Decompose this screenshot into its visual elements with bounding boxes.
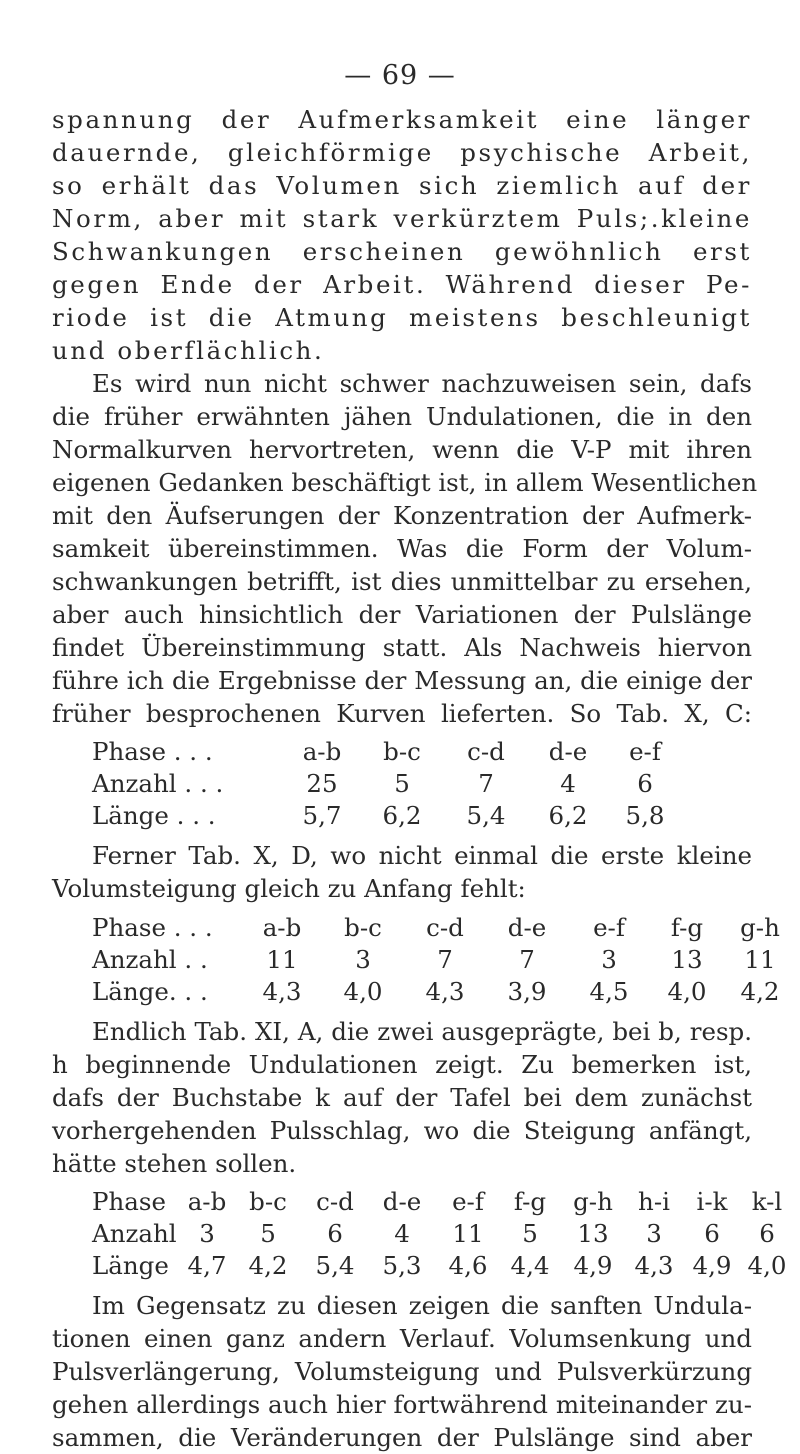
row-label: Anzahl . .: [92, 945, 208, 974]
table-row: [92, 976, 796, 1008]
table-row: [92, 944, 796, 976]
table-row: [92, 736, 682, 768]
table-cell: d-e: [548, 737, 588, 766]
table-cell: 7: [519, 945, 535, 974]
table-cell: k-l: [751, 1187, 783, 1216]
table-row: [92, 800, 682, 832]
table-row: [92, 1218, 792, 1250]
paragraph-4: [52, 1015, 752, 1180]
table-cell: c-d: [316, 1187, 354, 1216]
table-cell: 25: [306, 769, 338, 798]
table-cell: 4,3: [425, 977, 465, 1006]
table-cell: 3: [646, 1219, 662, 1248]
table-cell: 3: [355, 945, 371, 974]
table-cell: 5,7: [302, 801, 342, 830]
text-line: riode ist die Atmung meistens beschleunigt: [52, 303, 752, 332]
table-cell: 6: [327, 1219, 343, 1248]
table-cell: i-k: [696, 1187, 728, 1216]
table-cell: 7: [478, 769, 494, 798]
text-line: Im Gegensatz zu diesen zeigen die sanften Undula-: [92, 1291, 752, 1320]
row-label: Anzahl . . .: [92, 769, 224, 798]
text-line: samkeit übereinstimmen. Was die Form der Volum-: [52, 534, 752, 563]
data-table-1: [92, 736, 682, 832]
paragraph-2: [52, 367, 758, 730]
table-cell: 6,2: [382, 801, 422, 830]
text-line: Norm, aber mit stark verkürztem Puls;.kleine: [52, 204, 752, 233]
paragraph-5: [52, 1289, 752, 1454]
text-line: Es wird nun nicht schwer nachzuweisen sein, dafs: [92, 369, 752, 398]
text-line: Pulsverlängerung, Volumsteigung und Pulsverkürzung: [52, 1357, 752, 1386]
table-cell: 4,2: [248, 1251, 288, 1280]
table-cell: 11: [266, 945, 298, 974]
table-cell: b-c: [249, 1187, 287, 1216]
paragraph-1: [52, 103, 752, 367]
text-line: sammen, die Veränderungen der Pulslänge sind aber: [52, 1423, 752, 1452]
row-label: Länge . . .: [92, 801, 216, 830]
table-cell: 4,9: [573, 1251, 613, 1280]
table-cell: f-g: [513, 1187, 547, 1216]
table-cell: d-e: [382, 1187, 422, 1216]
table-cell: 6: [704, 1219, 720, 1248]
table-row: [92, 1186, 792, 1218]
data-table-2: [92, 912, 796, 1008]
table-cell: c-d: [467, 737, 505, 766]
table-cell: 6: [759, 1219, 775, 1248]
table-cell: b-c: [383, 737, 421, 766]
table-row: [92, 768, 682, 800]
text-line: Ferner Tab. X, D, wo nicht einmal die erste kleine: [92, 841, 752, 870]
text-line: Volumsteigung gleich zu Anfang fehlt:: [52, 874, 526, 903]
text-line: hätte stehen sollen.: [52, 1149, 297, 1178]
table-cell: a-b: [262, 913, 302, 942]
table-cell: 4: [560, 769, 576, 798]
row-label: Länge: [92, 1251, 169, 1280]
text-line: dauernde, gleichförmige psychische Arbeit,: [52, 138, 752, 167]
table-cell: e-f: [593, 913, 625, 942]
table-cell: a-b: [302, 737, 342, 766]
table-cell: 4,0: [667, 977, 707, 1006]
text-line: Normalkurven hervortreten, wenn die V-P mit ihren: [52, 435, 752, 464]
text-line: führe ich die Ergebnisse der Messung an, die einige der: [52, 666, 752, 695]
table-cell: 13: [577, 1219, 609, 1248]
text-line: tionen einen ganz andern Verlauf. Volumsenkung und: [52, 1324, 752, 1353]
table-cell: 4: [394, 1219, 410, 1248]
table-cell: 3,9: [507, 977, 547, 1006]
text-line: Endlich Tab. XI, A, die zwei ausgeprägte, bei b, resp.: [92, 1017, 752, 1046]
table-cell: 5,3: [382, 1251, 422, 1280]
text-line: mit den Äufserungen der Konzentration der Aufmerk-: [52, 501, 752, 530]
table-cell: 7: [437, 945, 453, 974]
table-cell: 4,0: [747, 1251, 787, 1280]
table-cell: 4,3: [634, 1251, 674, 1280]
row-label: Phase . . .: [92, 737, 213, 766]
text-line: früher besprochenen Kurven lieferten. So Tab. X, C:: [52, 699, 752, 728]
table-cell: 4,0: [343, 977, 383, 1006]
text-line: dafs der Buchstabe k auf der Tafel bei dem zunächst: [52, 1083, 752, 1112]
data-table-3: [92, 1186, 792, 1282]
paragraph-3: [52, 839, 752, 905]
text-line: so erhält das Volumen sich ziemlich auf der: [52, 171, 752, 200]
table-cell: 3: [601, 945, 617, 974]
table-cell: 11: [452, 1219, 484, 1248]
table-cell: 4,2: [740, 977, 780, 1006]
row-label: Phase . . .: [92, 913, 213, 942]
row-label: Anzahl: [92, 1219, 177, 1248]
text-line: eigenen Gedanken beschäftigt ist, in allem Wesentlichen: [52, 468, 758, 497]
text-line: aber auch hinsichtlich der Variationen der Pulslänge: [52, 600, 752, 629]
table-cell: 5,4: [315, 1251, 355, 1280]
text-line: gegen Ende der Arbeit. Während dieser Pe-: [52, 270, 752, 299]
text-line: vorhergehenden Pulsschlag, wo die Steigung anfängt,: [52, 1116, 752, 1145]
text-line: schwankungen betrifft, ist dies unmittelbar zu ersehen,: [52, 567, 752, 596]
row-label: Länge. . .: [92, 977, 208, 1006]
table-cell: 4,7: [187, 1251, 227, 1280]
table-cell: c-d: [426, 913, 464, 942]
text-line: findet Übereinstimmung statt. Als Nachweis hiervon: [52, 633, 752, 662]
table-row: [92, 912, 796, 944]
table-cell: a-b: [187, 1187, 227, 1216]
table-cell: 6: [637, 769, 653, 798]
table-cell: e-f: [452, 1187, 484, 1216]
table-row: [92, 1250, 792, 1282]
table-cell: e-f: [629, 737, 661, 766]
table-cell: f-g: [670, 913, 704, 942]
table-cell: g-h: [740, 913, 780, 942]
text-line: spannung der Aufmerksamkeit eine länger: [52, 105, 752, 134]
table-cell: g-h: [573, 1187, 613, 1216]
table-cell: 4,5: [589, 977, 629, 1006]
table-cell: 6,2: [548, 801, 588, 830]
table-cell: 4,9: [692, 1251, 732, 1280]
table-cell: 4,3: [262, 977, 302, 1006]
text-line: Schwankungen erscheinen gewöhnlich erst: [52, 237, 752, 266]
row-label: Phase: [92, 1187, 166, 1216]
table-cell: 4,4: [510, 1251, 550, 1280]
text-line: gehen allerdings auch hier fortwährend miteinander zu-: [52, 1390, 752, 1419]
table-cell: b-c: [344, 913, 382, 942]
table-cell: 5,8: [625, 801, 665, 830]
text-line: und oberflächlich.: [52, 336, 325, 365]
table-cell: 4,6: [448, 1251, 488, 1280]
text-line: h beginnende Undulationen zeigt. Zu bemerken ist,: [52, 1050, 752, 1079]
table-cell: 5: [260, 1219, 276, 1248]
table-cell: 13: [671, 945, 703, 974]
table-cell: 5,4: [466, 801, 506, 830]
table-cell: d-e: [507, 913, 547, 942]
table-cell: 5: [394, 769, 410, 798]
text-line: die früher erwähnten jähen Undulationen, die in den: [52, 402, 752, 431]
table-cell: 11: [744, 945, 776, 974]
table-cell: 5: [522, 1219, 538, 1248]
table-cell: 3: [199, 1219, 215, 1248]
table-cell: h-i: [638, 1187, 670, 1216]
page-number: — 69 —: [344, 60, 456, 91]
